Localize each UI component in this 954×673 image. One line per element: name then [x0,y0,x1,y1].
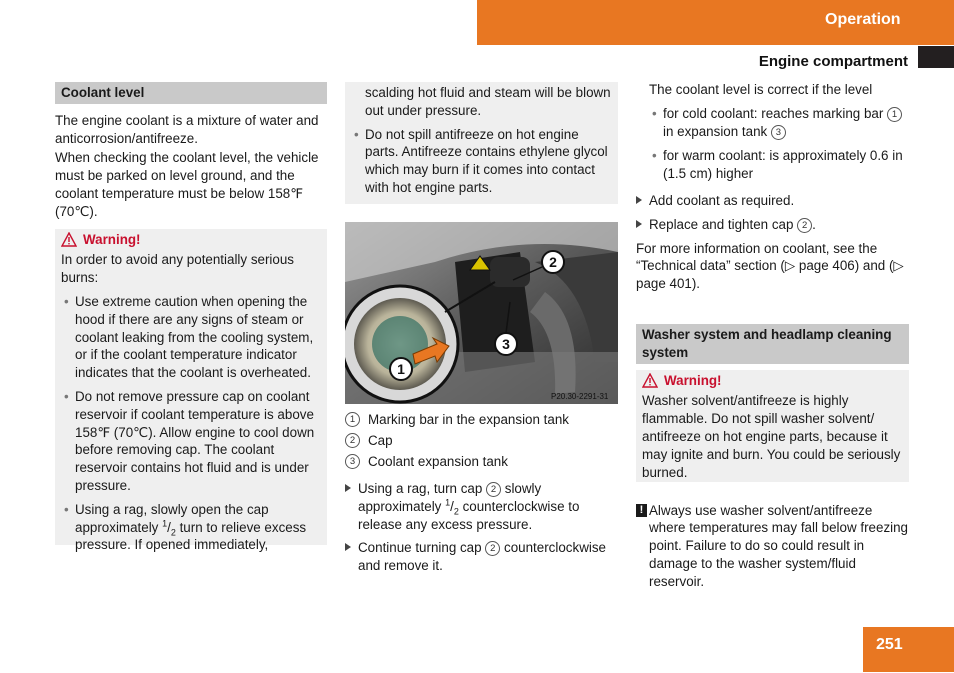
coolant-check-paragraph: When checking the coolant level, the vehicle must be parked on level ground, and the coolant temperature must be below 158℉ (70℃). [55,150,319,219]
bullet-arrow-icon [345,543,351,551]
column-2-lower [345,409,620,575]
coolant-level-heading: Coolant level [55,82,327,104]
step-replace-cap [636,216,910,234]
coolant-correct-intro: The coolant level is correct if the level [649,82,873,97]
warning-bullet-4-text: Do not spill antifreeze on hot engine parts. Antifreeze contains ethylene glycol which may burn if it comes into contact with hot engine parts. [365,126,608,195]
svg-text:1: 1 [397,361,405,377]
fraction-numerator: 1 [445,497,451,508]
warning-bullet-3-text-b: turn to relieve excess pressure. If opened immediately, [75,519,307,553]
engine-compartment-photo [345,222,618,404]
washer-notice [636,502,909,591]
coolant-warning-box-continued [345,82,618,204]
column-3-washer [636,324,909,591]
coolant-warm-bullet: • for warm coolant: is approximately 0.6 in (1.5 cm) higher [652,148,903,182]
warning-heading [61,231,321,249]
step-1-text-a: Using a rag, turn cap [358,481,487,496]
step-2-text-a: Continue turning cap [358,540,486,556]
fraction-denominator: 2 [453,506,459,517]
warning-bullet-2-text: Do not remove pressure cap on coolant reservoir if coolant temperature is above 158℉ (70℃). Allow engine to cool down before removing cap. The coolant reservoir contains hot fluid and is under pressure. [75,388,315,493]
page-number-box [863,627,954,672]
warning-bullet-2: • Do not remove pressure cap on coolant reservoir if coolant temperature is above 158℉ (70℃). Allow engine to cool down before removing cap. The coolant reservoir contains hot fluid and is under pressure. [64,388,315,493]
fraction-numerator: 1 [162,518,168,529]
bullet-arrow-icon [636,196,642,204]
warm-bullet-text: for warm coolant: is approximately 0.6 in (1.5 cm) higher [663,148,903,182]
step-1-text-b: slowly approximately [358,481,542,514]
legend-text-1: Marking bar in the expansion tank [368,411,569,427]
fraction-denominator: 2 [170,527,176,538]
warning-title: Warning! [83,231,141,247]
callout-number-icon: 2 [345,433,360,448]
warning-bullet-1: • Use extreme caution when opening the hood if there are any signs of steam or coolant leaking from the cooling system, or if the coolant temperature indicator indicates that the coolant is overheated. [64,293,314,381]
coolant-warning-box [55,229,327,553]
washer-warning-box [636,370,909,482]
washer-warning-text: Washer solvent/antifreeze is highly flammable. Do not spill washer solvent/ antifreeze on hot engine parts, because it may ignite and burn. You could be seriously burned. [642,393,901,480]
svg-text:3: 3 [502,336,510,352]
legend-item-3 [345,451,620,472]
callout-number-icon: 2 [797,218,812,233]
legend-item-2 [345,430,620,451]
notice-exclamation-icon: ! [636,504,647,517]
step-add-coolant [636,192,910,210]
coolant-tank-illustration [345,222,618,404]
legend-text-3: Coolant expansion tank [368,453,508,469]
warning-bullet-3: • Using a rag, slowly open the cap approximately $^1/_2$ turn to relieve excess pressure. If opened immediately, [64,501,307,553]
coolant-cold-bullet: • for cold coolant: reaches marking bar 1 in expansion tank 3 [636,105,910,141]
add-coolant-text: Add coolant as required. [649,192,795,208]
column-1 [55,82,327,553]
svg-text:2: 2 [549,254,557,270]
callout-number-icon: 3 [345,454,360,469]
warning-triangle-icon [642,373,658,388]
column-2 [345,82,618,204]
warning-continued-text: scalding hot fluid and steam will be blown out under pressure. [365,85,611,118]
callout-number-icon: 2 [486,482,501,497]
callout-number-icon: 1 [345,412,360,427]
replace-cap-text-b: . [812,216,816,232]
washer-notice-text: Always use washer solvent/antifreeze where temperatures may fall below freezing point. Failure to do so could result in damage to the washer system/fluid reservoir. [649,502,909,589]
warning-bullet-4: • Do not spill antifreeze on hot engine parts. Antifreeze contains ethylene glycol which may burn if it comes into contact with hot engine parts. [354,126,608,195]
column-3 [636,81,910,293]
more-info-paragraph: For more information on coolant, see the “Technical data” section (▷ page 406) and (▷ page 401). [636,240,904,292]
photo-code: P20.30-2291-31 [551,392,609,401]
step-1-text-c: counterclockwise to release any excess pressure. [358,498,580,532]
step-2-text-b: counterclockwise and remove it. [358,540,606,574]
warning-bullet-3-text-a: Using a rag, slowly open the cap approximately [75,501,269,535]
legend-text-2: Cap [368,432,393,448]
page-subsection-title: Engine compartment [758,53,908,70]
washer-system-heading: Washer system and headlamp cleaning system [636,324,909,364]
bullet-arrow-icon [345,484,351,492]
page-number: 251 [876,636,903,653]
replace-cap-text-a: Replace and tighten cap [649,216,798,232]
warning-triangle-icon [61,232,77,247]
washer-warning-title: Warning! [664,372,722,388]
callout-number-icon: 1 [887,107,902,122]
callout-number-icon: 3 [771,125,786,140]
cold-bullet-text-b: in expansion tank [663,123,771,139]
section-title-operation: Operation [825,11,901,28]
coolant-intro-paragraph: The engine coolant is a mixture of water and anticorrosion/antifreeze. [55,112,319,146]
washer-warning-heading [642,372,903,390]
bullet-arrow-icon [636,220,642,228]
header-bar [477,0,954,45]
step-remove-cap [345,539,620,575]
cold-bullet-text-a: for cold coolant: reaches marking bar [663,105,888,121]
warning-intro: In order to avoid any potentially serious burns: [61,252,294,286]
legend-item-1 [345,409,620,430]
callout-number-icon: 2 [485,541,500,556]
step-turn-cap: Using a rag, turn cap 2 slowly approximately $^1/_2$ counterclockwise to release any excess pressure. [345,480,620,533]
thumb-tab-marker [918,46,954,68]
warning-bullet-1-text: Use extreme caution when opening the hood if there are any signs of steam or coolant leaking from the cooling system, or if the coolant temperature indicator indicates that the coolant is overheated. [75,293,314,381]
